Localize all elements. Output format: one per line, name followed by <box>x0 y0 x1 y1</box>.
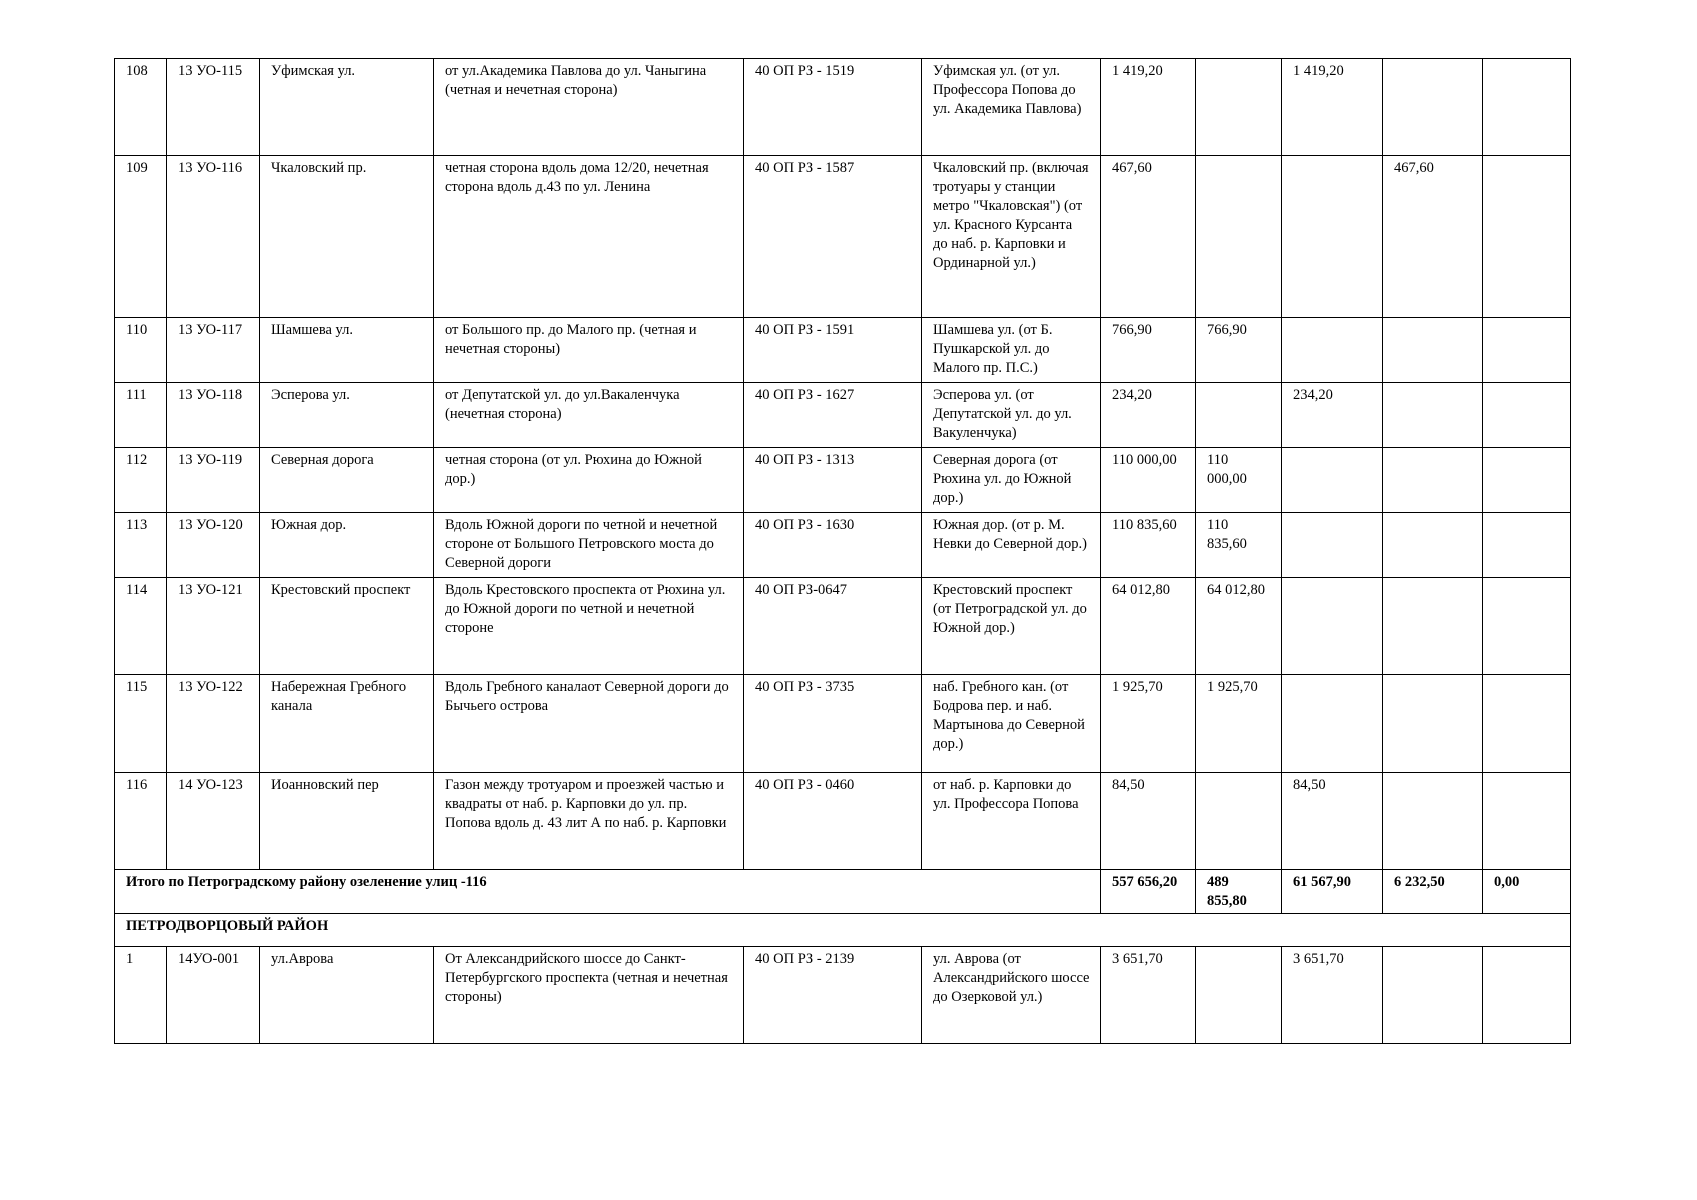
area-col-2 <box>1282 318 1383 383</box>
district-total-row <box>115 870 1571 914</box>
area-col-2: 1 419,20 <box>1282 59 1383 156</box>
area-col-3: 467,60 <box>1383 156 1483 318</box>
road-name: Крестовский проспект (от Петроградской ул. до Южной дор.) <box>922 578 1101 675</box>
area-total: 766,90 <box>1101 318 1196 383</box>
object-code: 13 УО-116 <box>167 156 260 318</box>
row-number: 108 <box>115 59 167 156</box>
area-col-4 <box>1483 773 1571 870</box>
street-name: Иоанновский пер <box>260 773 434 870</box>
object-code: 13 УО-122 <box>167 675 260 773</box>
area-col-2: 3 651,70 <box>1282 947 1383 1044</box>
street-name: Набережная Гребного канала <box>260 675 434 773</box>
area-col-4 <box>1483 578 1571 675</box>
area-col-2 <box>1282 448 1383 513</box>
location-description: От Александрийского шоссе до Санкт-Петербургского проспекта (четная и нечетная стороны) <box>434 947 744 1044</box>
registry-number: 40 ОП РЗ - 1313 <box>744 448 922 513</box>
row-number: 115 <box>115 675 167 773</box>
object-code: 14 УО-123 <box>167 773 260 870</box>
table-row <box>115 947 1571 1044</box>
area-col-2 <box>1282 513 1383 578</box>
road-name: наб. Гребного кан. (от Бодрова пер. и наб. Мартынова до Северной дор.) <box>922 675 1101 773</box>
location-description: от Депутатской ул. до ул.Вакаленчука (нечетная сторона) <box>434 383 744 448</box>
area-total: 1 925,70 <box>1101 675 1196 773</box>
area-col-4 <box>1483 318 1571 383</box>
area-total: 84,50 <box>1101 773 1196 870</box>
area-total: 110 000,00 <box>1101 448 1196 513</box>
registry-number: 40 ОП РЗ - 1591 <box>744 318 922 383</box>
object-code: 13 УО-117 <box>167 318 260 383</box>
road-name: Шамшева ул. (от Б. Пушкарской ул. до Малого пр. П.С.) <box>922 318 1101 383</box>
area-col-2 <box>1282 156 1383 318</box>
area-total: 3 651,70 <box>1101 947 1196 1044</box>
registry-number: 40 ОП РЗ - 2139 <box>744 947 922 1044</box>
street-name: Чкаловский пр. <box>260 156 434 318</box>
row-number: 110 <box>115 318 167 383</box>
area-col-4 <box>1483 383 1571 448</box>
object-code: 13 УО-118 <box>167 383 260 448</box>
row-number: 111 <box>115 383 167 448</box>
area-col-2 <box>1282 675 1383 773</box>
location-description: Вдоль Гребного каналаот Северной дороги до Бычьего острова <box>434 675 744 773</box>
road-name: ул. Аврова (от Александрийского шоссе до Озерковой ул.) <box>922 947 1101 1044</box>
row-number: 112 <box>115 448 167 513</box>
registry-number: 40 ОП РЗ - 1627 <box>744 383 922 448</box>
object-code: 13 УО-115 <box>167 59 260 156</box>
area-col-1 <box>1196 156 1282 318</box>
location-description: четная сторона (от ул. Рюхина до Южной дор.) <box>434 448 744 513</box>
area-col-2: 234,20 <box>1282 383 1383 448</box>
area-col-3 <box>1383 578 1483 675</box>
table-row <box>115 513 1571 578</box>
area-col-4 <box>1483 59 1571 156</box>
location-description: от Большого пр. до Малого пр. (четная и нечетная стороны) <box>434 318 744 383</box>
area-col-1: 1 925,70 <box>1196 675 1282 773</box>
location-description: четная сторона вдоль дома 12/20, нечетная сторона вдоль д.43 по ул. Ленина <box>434 156 744 318</box>
object-code: 14УО-001 <box>167 947 260 1044</box>
table-row <box>115 383 1571 448</box>
area-col-1: 110 835,60 <box>1196 513 1282 578</box>
road-name: Чкаловский пр. (включая тротуары у станции метро "Чкаловская") (от ул. Красного Курсанта до наб. р. Карповки и Ординарной ул.) <box>922 156 1101 318</box>
street-name: Уфимская ул. <box>260 59 434 156</box>
area-col-1 <box>1196 383 1282 448</box>
area-col-4 <box>1483 675 1571 773</box>
street-name: Северная дорога <box>260 448 434 513</box>
table-row <box>115 675 1571 773</box>
area-col-3 <box>1383 318 1483 383</box>
area-total: 110 835,60 <box>1101 513 1196 578</box>
greening-table <box>114 58 1571 1044</box>
table-row <box>115 448 1571 513</box>
table-row <box>115 773 1571 870</box>
area-col-3 <box>1383 773 1483 870</box>
area-col-3 <box>1383 675 1483 773</box>
street-name: ул.Аврова <box>260 947 434 1044</box>
street-name: Южная дор. <box>260 513 434 578</box>
road-name: от наб. р. Карповки до ул. Профессора Попова <box>922 773 1101 870</box>
road-name: Уфимская ул. (от ул. Профессора Попова до ул. Академика Павлова) <box>922 59 1101 156</box>
location-description: Вдоль Крестовского проспекта от Рюхина ул. до Южной дороги по четной и нечетной стороне <box>434 578 744 675</box>
total-area: 557 656,20 <box>1101 870 1196 914</box>
street-name: Эсперова ул. <box>260 383 434 448</box>
area-total: 467,60 <box>1101 156 1196 318</box>
registry-number: 40 ОП РЗ - 1587 <box>744 156 922 318</box>
area-col-1 <box>1196 59 1282 156</box>
area-col-3 <box>1383 947 1483 1044</box>
road-name: Эсперова ул. (от Депутатской ул. до ул. Вакуленчука) <box>922 383 1101 448</box>
area-col-1 <box>1196 947 1282 1044</box>
area-col-4 <box>1483 448 1571 513</box>
district-total-label: Итого по Петроградскому району озеленение улиц -116 <box>115 870 1101 914</box>
row-number: 109 <box>115 156 167 318</box>
total-col-3: 6 232,50 <box>1383 870 1483 914</box>
area-col-1: 110 000,00 <box>1196 448 1282 513</box>
area-total: 234,20 <box>1101 383 1196 448</box>
area-col-4 <box>1483 513 1571 578</box>
object-code: 13 УО-119 <box>167 448 260 513</box>
section-header: ПЕТРОДВОРЦОВЫЙ РАЙОН <box>115 914 1571 947</box>
registry-number: 40 ОП РЗ - 1519 <box>744 59 922 156</box>
table-row <box>115 578 1571 675</box>
registry-number: 40 ОП РЗ - 1630 <box>744 513 922 578</box>
row-number: 114 <box>115 578 167 675</box>
area-col-4 <box>1483 156 1571 318</box>
total-col-2: 61 567,90 <box>1282 870 1383 914</box>
area-col-2 <box>1282 578 1383 675</box>
total-col-4: 0,00 <box>1483 870 1571 914</box>
row-number: 116 <box>115 773 167 870</box>
registry-number: 40 ОП РЗ-0647 <box>744 578 922 675</box>
table-body <box>115 59 1571 1044</box>
area-col-3 <box>1383 383 1483 448</box>
table-row <box>115 156 1571 318</box>
location-description: от ул.Академика Павлова до ул. Чаныгина (четная и нечетная сторона) <box>434 59 744 156</box>
table-row <box>115 318 1571 383</box>
area-col-3 <box>1383 59 1483 156</box>
area-col-1: 766,90 <box>1196 318 1282 383</box>
road-name: Северная дорога (от Рюхина ул. до Южной дор.) <box>922 448 1101 513</box>
area-col-4 <box>1483 947 1571 1044</box>
row-number: 113 <box>115 513 167 578</box>
registry-number: 40 ОП РЗ - 3735 <box>744 675 922 773</box>
street-name: Крестовский проспект <box>260 578 434 675</box>
area-total: 64 012,80 <box>1101 578 1196 675</box>
street-name: Шамшева ул. <box>260 318 434 383</box>
object-code: 13 УО-120 <box>167 513 260 578</box>
area-total: 1 419,20 <box>1101 59 1196 156</box>
area-col-2: 84,50 <box>1282 773 1383 870</box>
area-col-1 <box>1196 773 1282 870</box>
registry-number: 40 ОП РЗ - 0460 <box>744 773 922 870</box>
area-col-1: 64 012,80 <box>1196 578 1282 675</box>
table-row <box>115 59 1571 156</box>
location-description: Газон между тротуаром и проезжей частью и квадраты от наб. р. Карповки до ул. пр. Попова вдоль д. 43 лит А по наб. р. Карповки <box>434 773 744 870</box>
object-code: 13 УО-121 <box>167 578 260 675</box>
area-col-3 <box>1383 513 1483 578</box>
area-col-3 <box>1383 448 1483 513</box>
total-col-1: 489 855,80 <box>1196 870 1282 914</box>
location-description: Вдоль Южной дороги по четной и нечетной стороне от Большого Петровского моста до Северной дороги <box>434 513 744 578</box>
road-name: Южная дор. (от р. М. Невки до Северной дор.) <box>922 513 1101 578</box>
section-header-row <box>115 914 1571 947</box>
row-number: 1 <box>115 947 167 1044</box>
